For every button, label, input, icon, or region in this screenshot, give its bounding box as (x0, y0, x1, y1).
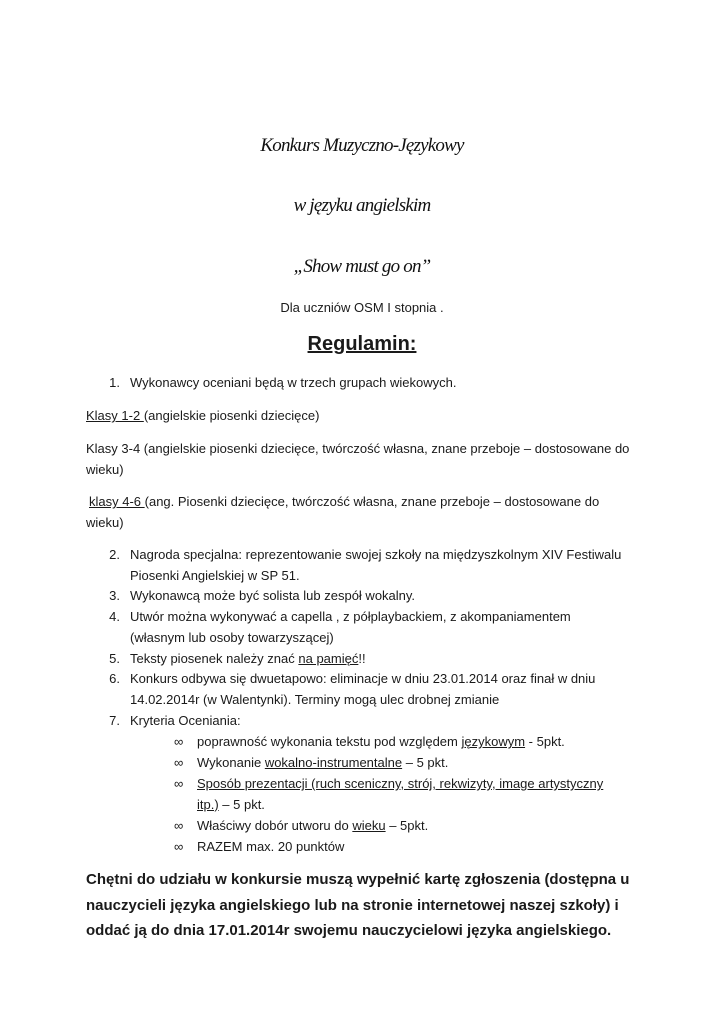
item-5-number: 5. (109, 651, 120, 666)
group-3-text: (ang. Piosenki dziecięce, twórczość własna, znane przeboje – dostosowane do (144, 494, 600, 509)
subtitle: Dla uczniów OSM I stopnia . (280, 300, 444, 315)
criterion-3-line-1 (197, 773, 603, 794)
item-4-text-line-2: (własnym lub osoby towarzyszącej) (130, 630, 334, 645)
item-6-text-line-1: Konkurs odbywa się dwuetapowo: eliminacje w dniu 23.01.2014 oraz finał w dniu (130, 671, 596, 686)
item-1-text: Wykonawcy oceniani będą w trzech grupach wiekowych. (130, 375, 457, 390)
criterion-2 (197, 752, 448, 773)
item-3-text: Wykonawcą może być solista lub zespół wokalny. (130, 588, 416, 603)
infinity-bullet-icon: ∞ (174, 776, 184, 791)
signup-note-line-2: nauczycieli języka angielskiego lub na stronie internetowej naszej szkoły) i (86, 897, 619, 914)
item-4-text-line-1: Utwór można wykonywać a capella , z półplaybackiem, z akompaniamentem (130, 609, 571, 624)
item-3-number: 3. (109, 588, 120, 603)
signup-note-line-1: Chętni do udziału w konkursie muszą wypełnić kartę zgłoszenia (dostępna u (86, 871, 630, 888)
criterion-4-text-c: – 5pkt. (385, 818, 429, 833)
item-4-number: 4. (109, 609, 120, 624)
group-1 (86, 405, 319, 426)
item-1-number: 1. (109, 375, 120, 390)
criterion-2-underlined: wokalno-instrumentalne (264, 755, 403, 770)
criterion-1-text-c: - 5pkt. (525, 734, 565, 749)
group-3 (89, 491, 599, 512)
title-line-2: w języku angielskim (293, 195, 431, 216)
group-3-label: klasy 4-6 (89, 494, 145, 509)
group-3-line-2: wieku) (86, 515, 124, 530)
infinity-bullet-icon: ∞ (174, 755, 184, 770)
criterion-3-text-c: – 5 pkt. (218, 797, 265, 812)
title-line-3: „Show must go on” (293, 256, 431, 277)
item-2-text-line-2: Piosenki Angielskiej w SP 51. (130, 568, 300, 583)
criterion-5: RAZEM max. 20 punktów (197, 839, 345, 854)
item-7-number: 7. (109, 713, 120, 728)
criterion-4-underlined: wieku (352, 818, 386, 833)
item-5-text (130, 648, 366, 669)
criterion-3-underlined-2: itp.) (197, 797, 219, 812)
item-2-text-line-1: Nagroda specjalna: reprezentowanie swojej szkoły na międzyszkolnym XIV Festiwalu (130, 547, 622, 562)
criterion-4 (197, 815, 428, 836)
group-2-line-1: Klasy 3-4 (angielskie piosenki dziecięce, twórczość własna, znane przeboje – dostosowane do (86, 441, 630, 456)
item-2-number: 2. (109, 547, 120, 562)
infinity-bullet-icon: ∞ (174, 734, 184, 749)
infinity-bullet-icon: ∞ (174, 839, 184, 854)
regulations-heading: Regulamin: (307, 333, 417, 355)
criterion-1-underlined: językowym (461, 734, 526, 749)
item-5-text-c: !! (358, 651, 366, 666)
criterion-3-line-2 (197, 794, 265, 815)
item-5-underlined: na pamięć (298, 651, 359, 666)
group-1-label: Klasy 1-2 (86, 408, 144, 423)
criterion-3-underlined-1: Sposób prezentacji (ruch sceniczny, strój, rekwizyty, image artystyczny (197, 776, 604, 791)
group-1-text: (angielskie piosenki dziecięce) (143, 408, 320, 423)
criterion-4-text-a: Właściwy dobór utworu do (197, 818, 353, 833)
criterion-2-text-c: – 5 pkt. (402, 755, 449, 770)
infinity-bullet-icon: ∞ (174, 818, 184, 833)
item-6-text-line-2: 14.02.2014r (w Walentynki). Terminy mogą ulec drobnej zmianie (130, 692, 500, 707)
item-5-text-a: Teksty piosenek należy znać (130, 651, 299, 666)
signup-note-line-3: oddać ją do dnia 17.01.2014r swojemu nauczycielowi języka angielskiego. (86, 922, 612, 939)
criterion-1-text-a: poprawność wykonania tekstu pod względem (197, 734, 462, 749)
criterion-1 (197, 731, 565, 752)
title-line-1: Konkurs Muzyczno-Językowy (260, 135, 464, 156)
group-2-line-2: wieku) (86, 462, 124, 477)
criterion-2-text-a: Wykonanie (197, 755, 265, 770)
item-6-number: 6. (109, 671, 120, 686)
item-7-text: Kryteria Oceniania: (130, 713, 241, 728)
